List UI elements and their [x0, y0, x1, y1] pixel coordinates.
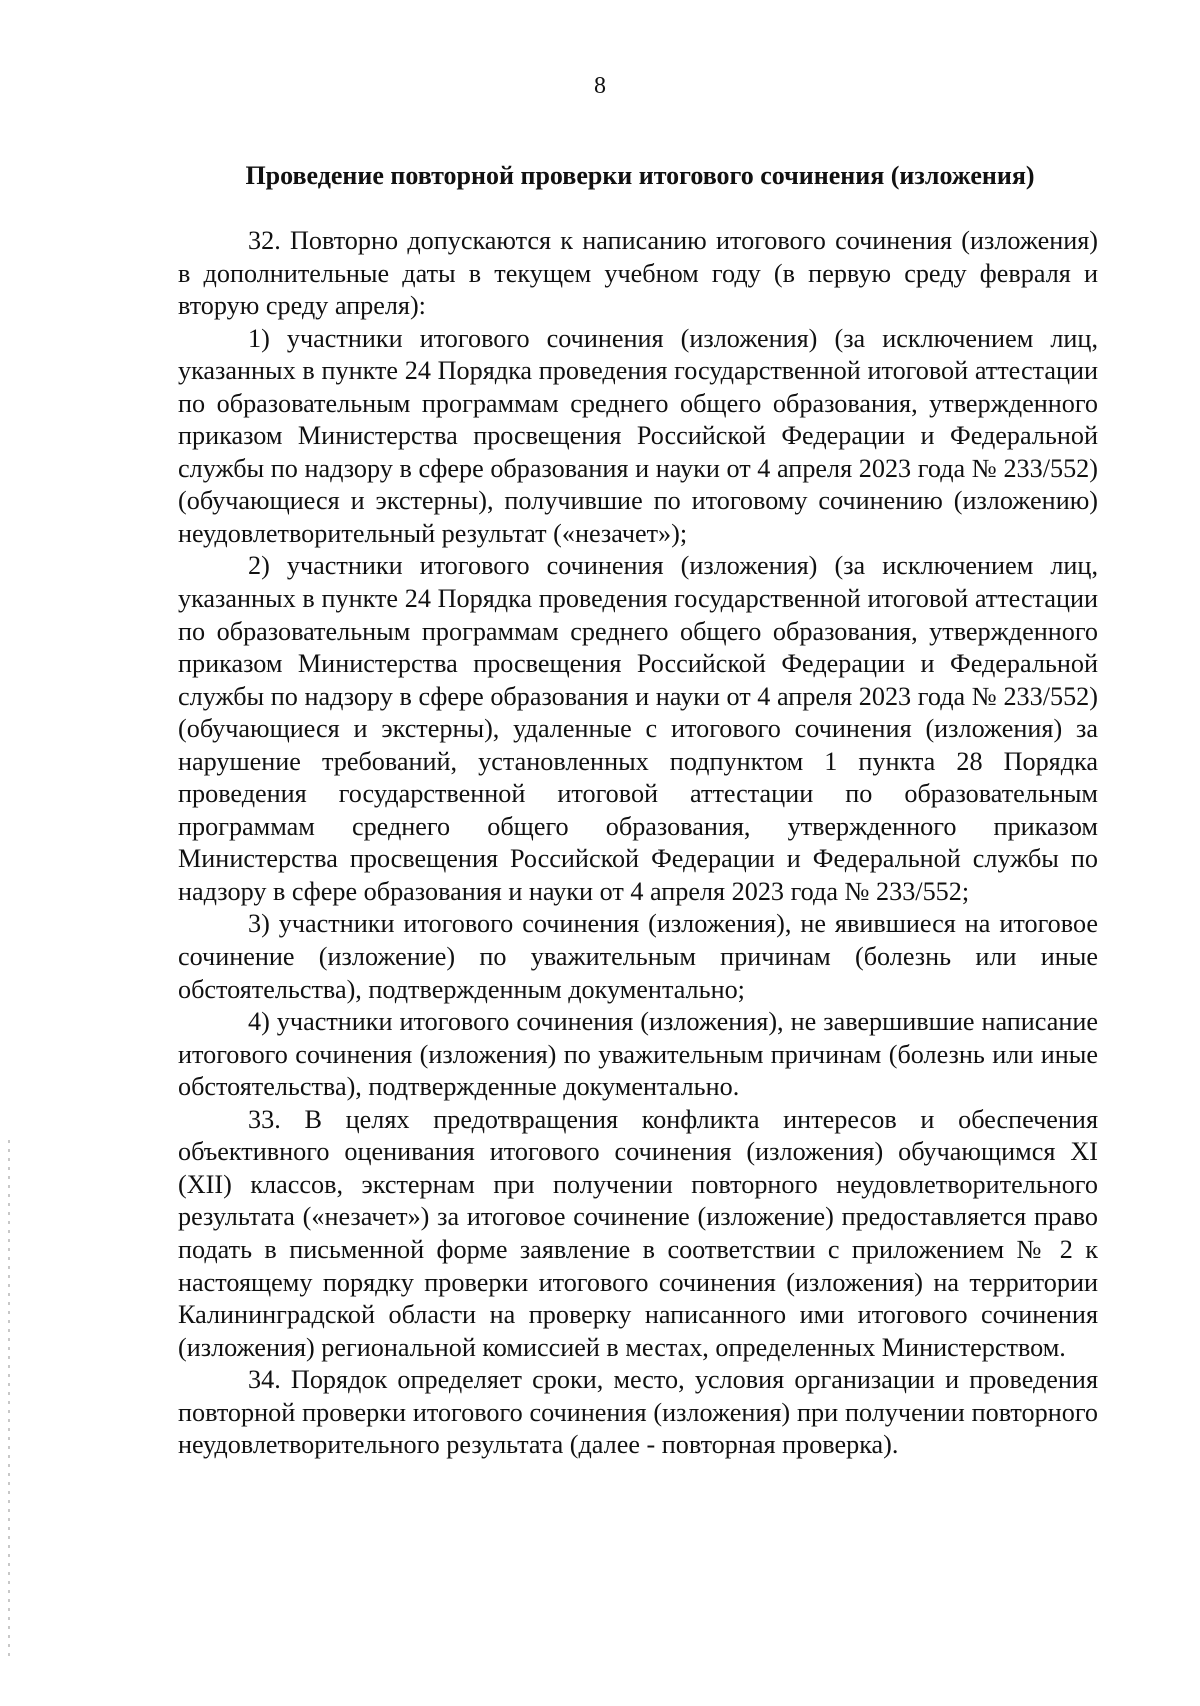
paragraph-32-item-3: 3) участники итогового сочинения (изложения), не явившиеся на итоговое сочинение (изложение) по уважительным причинам (болезнь или иные обстоятельства), подтвержденным документально;	[178, 909, 1098, 1004]
paragraph-32-item-1: 1) участники итогового сочинения (изложения) (за исключением лиц, указанных в пункте 24 Порядка проведения государственной итоговой аттестации по образовательным программам среднего общего образования, утвержденного приказом Министерства просвещения Российской Федерации и Федеральной службы по надзору в сфере образования и науки от 4 апреля 2023 года № 233/552) (обучающиеся и экстерны), получившие по итоговому сочинению (изложению) неудовлетворительный результат («незачет»);	[178, 323, 1098, 548]
document-body	[178, 225, 1098, 1462]
page-number: 8	[594, 73, 606, 99]
paragraph-32-item-4: 4) участники итогового сочинения (изложения), не завершившие написание итогового сочинения (изложения) по уважительным причинам (болезнь или иные обстоятельства), подтвержденные документально.	[178, 1007, 1098, 1102]
section-heading: Проведение повторной проверки итогового сочинения (изложения)	[245, 161, 1035, 190]
paragraph-32: 32. Повторно допускаются к написанию итогового сочинения (изложения) в дополнительные даты в текущем учебном году (в первую среду февраля и вторую среду апреля):	[178, 226, 1098, 321]
paragraph-32-item-2: 2) участники итогового сочинения (изложения) (за исключением лиц, указанных в пункте 24 Порядка проведения государственной итоговой аттестации по образовательным программам среднего общего образования, утвержденного приказом Министерства просвещения Российской Федерации и Федеральной службы по надзору в сфере образования и науки от 4 апреля 2023 года № 233/552) (обучающиеся и экстерны), удаленные с итогового сочинения (изложения) за нарушение требований, установленных подпунктом 1 пункта 28 Порядка проведения государственной итоговой аттестации по образовательным программам среднего общего образования, утвержденного приказом Министерства просвещения Российской Федерации и Федеральной службы по надзору в сфере образования и науки от 4 апреля 2023 года № 233/552;	[178, 551, 1098, 906]
paragraph-33: 33. В целях предотвращения конфликта интересов и обеспечения объективного оценивания итогового сочинения (изложения) обучающимся XI (XII) классов, экстернам при получении повторного неудовлетворительного результата («незачет») за итоговое сочинение (изложение) предоставляется право подать в письменной форме заявление в соответствии с приложением № 2 к настоящему порядку проверки итогового сочинения (изложения) на территории Калининградской области на проверку написанного ими итогового сочинения (изложения) региональной комиссией в местах, определенных Министерством.	[178, 1104, 1098, 1362]
scan-edge-artifact	[8, 1140, 10, 1660]
paragraph-34: 34. Порядок определяет сроки, место, условия организации и проведения повторной проверки итогового сочинения (изложения) при получении повторного неудовлетворительного результата (далее - повторная проверка).	[178, 1365, 1098, 1460]
